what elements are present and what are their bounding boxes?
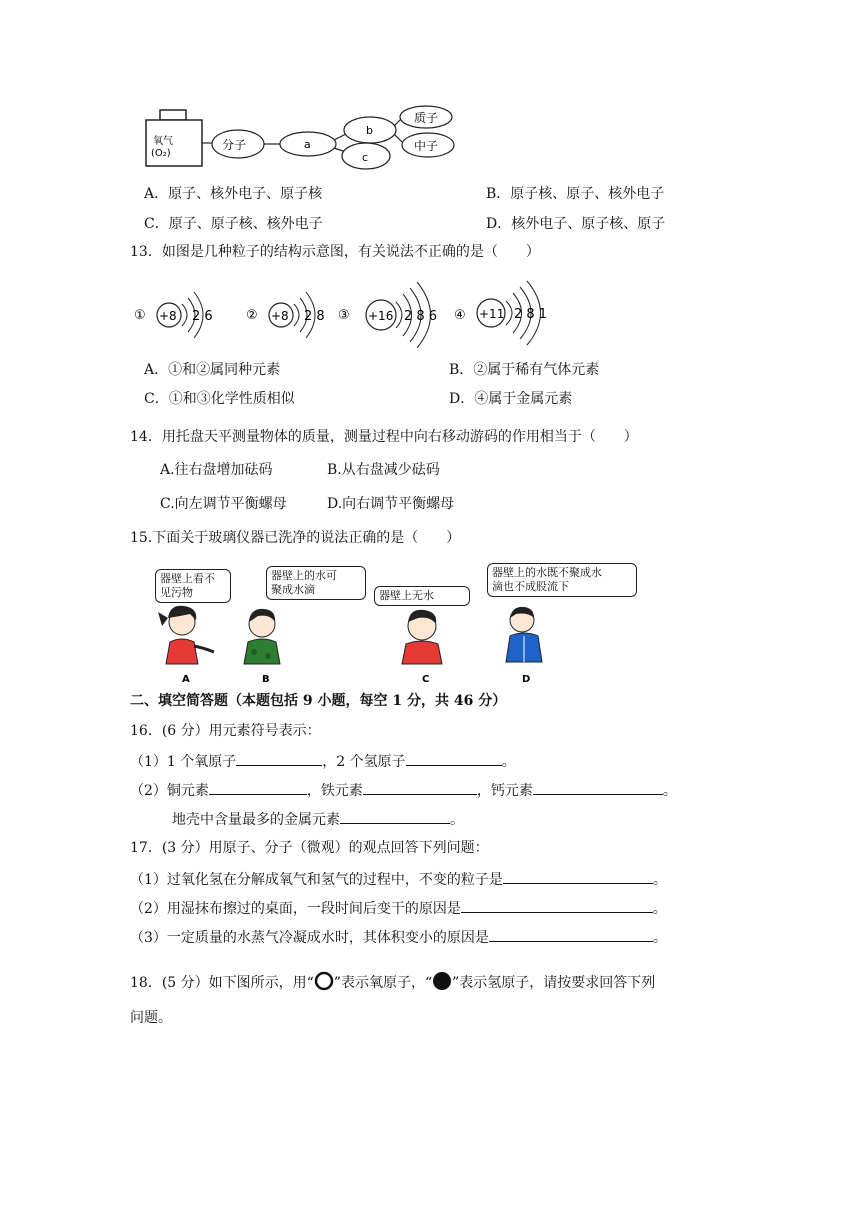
particle-3-nucleus: +16 <box>368 309 394 323</box>
particle-2-index: ② <box>246 308 258 323</box>
q17-l1-end: 。 <box>652 872 667 888</box>
figure-a-girl <box>158 606 214 664</box>
node-a-label: a <box>304 138 311 151</box>
particle-4-nucleus: +11 <box>479 307 505 321</box>
section-2-heading: 二、填空简答题（本题包括 9 小题，每空 1 分，共 46 分） <box>130 693 507 709</box>
particle-2-nucleus: +8 <box>271 309 289 323</box>
q16-l3-text-a: 地壳中含量最多的金属元素 <box>172 812 340 828</box>
q14-option-c: C.向左调节平衡螺母 <box>160 496 287 512</box>
q18-text-c: ”表示氢原子，请按要求回答下列 <box>452 975 656 991</box>
q14-option-d: D.向右调节平衡螺母 <box>327 496 455 512</box>
q17-line-2 <box>130 898 667 918</box>
q16-stem: 16．(6 分）用元素符号表示： <box>130 723 321 739</box>
q17-line-1 <box>130 869 667 889</box>
particle-1-electrons: 2 6 <box>192 309 213 324</box>
particle-1-nucleus: +8 <box>159 309 177 323</box>
q16-l2-text-c: ，钙元素 <box>476 783 533 799</box>
particle-structure-diagrams <box>130 276 570 348</box>
q17-l3-end: 。 <box>652 930 667 946</box>
q16-l1-text-b: ，2 个氢原子 <box>322 754 406 770</box>
bubble-d-line2: 滴也不成股流下 <box>492 580 569 593</box>
speech-bubble-b <box>266 566 366 600</box>
blank-calcium[interactable] <box>533 780 663 795</box>
bottle-label-2: (O₂) <box>151 148 171 159</box>
figure-b-letter: B <box>262 674 270 685</box>
q12-option-d: D．核外电子、原子核、原子 <box>486 216 666 232</box>
proton-label: 质子 <box>414 111 439 125</box>
q14-stem: 14．用托盘天平测量物体的质量，测量过程中向右移动游码的作用相当于（ ） <box>130 429 638 445</box>
q13-option-b: B．②属于稀有气体元素 <box>449 362 600 378</box>
particle-3-index: ③ <box>338 308 350 323</box>
q14-option-a: A.往右盘增加砝码 <box>160 462 273 478</box>
q16-l2-text-d: 。 <box>662 783 677 799</box>
blank-desk-dries-reason[interactable] <box>461 898 653 913</box>
bubble-c-line1: 器壁上无水 <box>379 589 434 602</box>
particle-4-index: ④ <box>454 308 466 323</box>
q17-line-3 <box>130 927 667 947</box>
node-b-label: b <box>366 124 373 137</box>
blank-hydrogen-atoms[interactable] <box>406 751 502 766</box>
figure-c-boy <box>402 610 442 664</box>
oxygen-atom-icon <box>314 971 334 991</box>
q13-option-c: C．①和③化学性质相似 <box>144 391 295 407</box>
node-c-label: c <box>362 151 369 164</box>
figure-c-letter: C <box>422 674 430 685</box>
particle-4-electrons: 2 8 1 <box>514 307 548 322</box>
q13-option-a: A．①和②属同种元素 <box>144 362 281 378</box>
q17-l2-text: （2）用湿抹布擦过的桌面，一段时间后变干的原因是 <box>130 901 461 917</box>
q14-option-b: B.从右盘减少砝码 <box>327 462 440 478</box>
q16-l2-text-b: ，铁元素 <box>306 783 363 799</box>
q16-l1-text-a: （1）1 个氧原子 <box>130 754 237 770</box>
q16-l2-text-a: （2）铜元素 <box>130 783 209 799</box>
molecule-label: 分子 <box>222 138 247 152</box>
particle-3-electrons: 2 8 6 <box>404 309 438 324</box>
q16-line-1 <box>130 751 516 771</box>
neutron-label: 中子 <box>414 139 439 153</box>
q13-stem: 13．如图是几种粒子的结构示意图，有关说法不正确的是（ ） <box>130 244 540 260</box>
q18-text-a: 18．(5 分）如下图所示，用“ <box>130 975 314 991</box>
student-figures <box>140 600 560 686</box>
matter-composition-diagram <box>138 100 458 172</box>
q17-l2-end: 。 <box>652 901 667 917</box>
q16-line-2 <box>130 780 677 800</box>
bubble-d-line1: 器壁上的水既不聚成水 <box>492 566 602 579</box>
q13-option-d: D．④属于金属元素 <box>449 391 573 407</box>
blank-volume-reason[interactable] <box>489 927 653 942</box>
blank-iron[interactable] <box>363 780 477 795</box>
blank-oxygen-atom[interactable] <box>236 751 322 766</box>
q18-line-2: 问题。 <box>130 1010 172 1026</box>
figure-b-boy <box>244 609 280 664</box>
q17-l3-text: （3）一定质量的水蒸气冷凝成水时，其体积变小的原因是 <box>130 930 489 946</box>
q18-line-1 <box>130 971 655 992</box>
speech-bubble-a <box>155 569 231 603</box>
figure-d-letter: D <box>522 674 531 685</box>
bubble-a-line1: 器壁上看不 <box>160 572 215 585</box>
q12-option-b: B．原子核、原子、核外电子 <box>486 186 665 202</box>
speech-bubble-d <box>487 563 637 597</box>
q15-stem: 15.下面关于玻璃仪器已洗净的说法正确的是（ ） <box>130 530 461 546</box>
blank-copper[interactable] <box>209 780 307 795</box>
figure-a-letter: A <box>182 674 190 685</box>
q16-l1-text-c: 。 <box>501 754 516 770</box>
bubble-b-line1: 器壁上的水可 <box>271 569 337 582</box>
particle-1-index: ① <box>134 308 146 323</box>
q16-line-3 <box>172 809 464 829</box>
q17-l1-text: （1）过氧化氢在分解成氧气和氢气的过程中，不变的粒子是 <box>130 872 503 888</box>
blank-crust-metal[interactable] <box>340 809 450 824</box>
q17-stem: 17．(3 分）用原子、分子（微观）的观点回答下列问题： <box>130 840 489 856</box>
q12-option-a: A．原子、核外电子、原子核 <box>144 186 323 202</box>
particle-2-electrons: 2 8 <box>304 309 325 324</box>
figure-d-boy <box>506 607 542 662</box>
q16-l3-text-b: 。 <box>450 812 464 828</box>
q18-text-b: ”表示氧原子，“ <box>333 975 433 991</box>
blank-unchanged-particle[interactable] <box>503 869 653 884</box>
bubble-a-line2: 见污物 <box>160 586 193 599</box>
bubble-b-line2: 聚成水滴 <box>271 583 315 596</box>
q12-option-c: C．原子、原子核、核外电子 <box>144 216 323 232</box>
hydrogen-atom-icon <box>432 971 452 991</box>
bottle-label-1: 氧气 <box>153 136 173 147</box>
